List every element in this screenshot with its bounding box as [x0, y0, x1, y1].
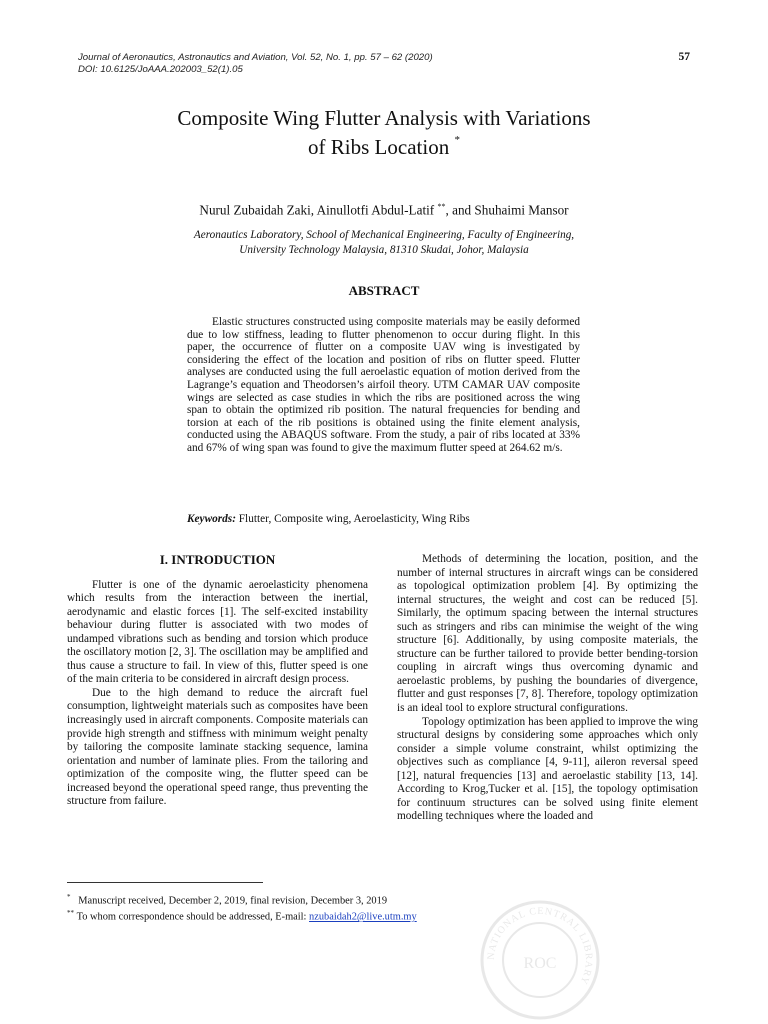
footnote-mark-2: ** — [67, 909, 74, 918]
footnotes — [67, 891, 547, 924]
affiliation — [100, 228, 668, 258]
doi-line: DOI: 10.6125/JoAAA.202003_52(1).05 — [78, 64, 243, 75]
page-number: 57 — [678, 51, 690, 63]
journal-citation: Journal of Aeronautics, Astronautics and Aviation, Vol. 52, No. 1, pp. 57 – 62 (2020) — [78, 52, 433, 63]
left-column — [67, 551, 368, 809]
authors-primary: Nurul Zubaidah Zaki, Ainullotfi Abdul-Latif — [199, 202, 435, 218]
email-link[interactable]: nzubaidah2@live.utm.my — [309, 911, 417, 923]
intro-paragraph-4: Topology optimization has been applied to improve the wing structural designs by considering some approaches which only consider a simple volume constraint, whilst optimizing the objectives such as compliance [4, 9-11], aileron reversal speed [12], natural frequencies [13] and aeroelastic stability [13, 14]. According to Krog,Tucker et al. [15], the topology optimisation for continuum structures can be solved using finite element modelling techniques where the loaded and — [397, 715, 698, 823]
journal-header — [78, 52, 478, 76]
seal-center-text: ROC — [523, 955, 557, 972]
footnote-mark-1: * — [67, 893, 71, 901]
footnote-text-2: To whom correspondence should be addressed, E-mail: — [76, 911, 310, 923]
keywords-label: Keywords: — [187, 513, 236, 525]
corresponding-author-mark: ** — [437, 202, 446, 211]
author-list — [100, 198, 668, 219]
affiliation-line-1: Aeronautics Laboratory, School of Mechanical Engineering, Faculty of Engineering, — [193, 229, 575, 241]
title-footnote-mark: * — [454, 134, 460, 146]
keywords — [187, 512, 580, 526]
intro-paragraph-2: Due to the high demand to reduce the aircraft fuel consumption, lightweight materials such as composites have been increasingly used in aircraft components. Composite materials can provide high strength and stiffness with minimum weight penalty by tailoring the composite laminate stacking sequence, lamina orientation and number of laminate plies. From the tailoring and optimization of the composite wing, the flutter speed can be increased beyond the operational speed range, thus preventing the structure from failure. — [67, 686, 368, 808]
intro-paragraph-1: Flutter is one of the dynamic aeroelasticity phenomena which results from the interaction between the inertial, aerodynamic and elastic forces [1]. The self-excited instability behaviour during flutter is associated with two modes of undamped vibrations such as bending and torsion which produce the oscillatory motion [2, 3]. The oscillation may be amplified and thus cause a structure to fail. In view of this, flutter speed is one of the main criteria to be considered in aircraft design process. — [67, 578, 368, 686]
footnote-correspondence — [67, 907, 547, 923]
keywords-text: Flutter, Composite wing, Aeroelasticity, Wing Ribs — [235, 513, 470, 525]
seal-ring-text: NATIONAL CENTRAL LIBRARY — [485, 905, 595, 987]
right-column — [397, 553, 698, 824]
section-heading-introduction: I. INTRODUCTION — [159, 552, 276, 567]
affiliation-line-2: University Technology Malaysia, 81310 Skudai, Johor, Malaysia — [239, 244, 529, 256]
abstract-text: Elastic structures constructed using composite materials may be easily deformed due to low stiffness, leading to flutter phenomenon to occur during flight. In this paper, the occurrence of flutter on a composite UAV wing is investigated by considering the effect of the location and position of ribs on flutter speed. Flutter analyses are conducted using the full aeroelastic equation of motion derived from the Lagrange’s equation and Theodorsen’s airfoil theory. UTM CAMAR UAV composite wings are selected as case studies in which the ribs are positioned across the wing span to obtain the optimized rib position. The natural frequencies for bending and torsion at each of the rib positions is obtained using the finite element analysis, conducted using the ABAQUS software. From the study, a pair of ribs located at 33% and 67% of wing span was found to give the maximum flutter speed at 264.62 m/s. — [187, 316, 580, 454]
title-line-2: of Ribs Location — [308, 135, 450, 159]
intro-paragraph-3: Methods of determining the location, position, and the number of internal structures in aircraft wings can be considered as topological optimization problem [4]. By optimizing the internal structures, the weight and cost can be reduced [5]. Similarly, the optimum spacing between the internal structures such as stringers and ribs can minimise the weight of the wing structure [6]. Additionally, by using composite materials, the structure can be further tailored to provide better bending-torsion coupling in aircraft wings thus overcoming dynamic and aeroelastic problems, by pushing the boundaries of divergence, flutter and gust responses [7, 8]. Therefore, topology optimization is an ideal tool to explore structural configurations. — [397, 553, 698, 715]
title-line-1: Composite Wing Flutter Analysis with Variations — [177, 106, 591, 130]
footnote-text-1: Manuscript received, December 2, 2019, final revision, December 3, 2019 — [78, 895, 388, 907]
library-seal-watermark — [478, 898, 602, 1022]
footnote-divider — [67, 882, 263, 883]
paper-title — [100, 106, 668, 160]
authors-rest: , and Shuhaimi Mansor — [445, 202, 569, 218]
abstract-heading: ABSTRACT — [348, 283, 420, 298]
footnote-manuscript — [67, 891, 547, 907]
